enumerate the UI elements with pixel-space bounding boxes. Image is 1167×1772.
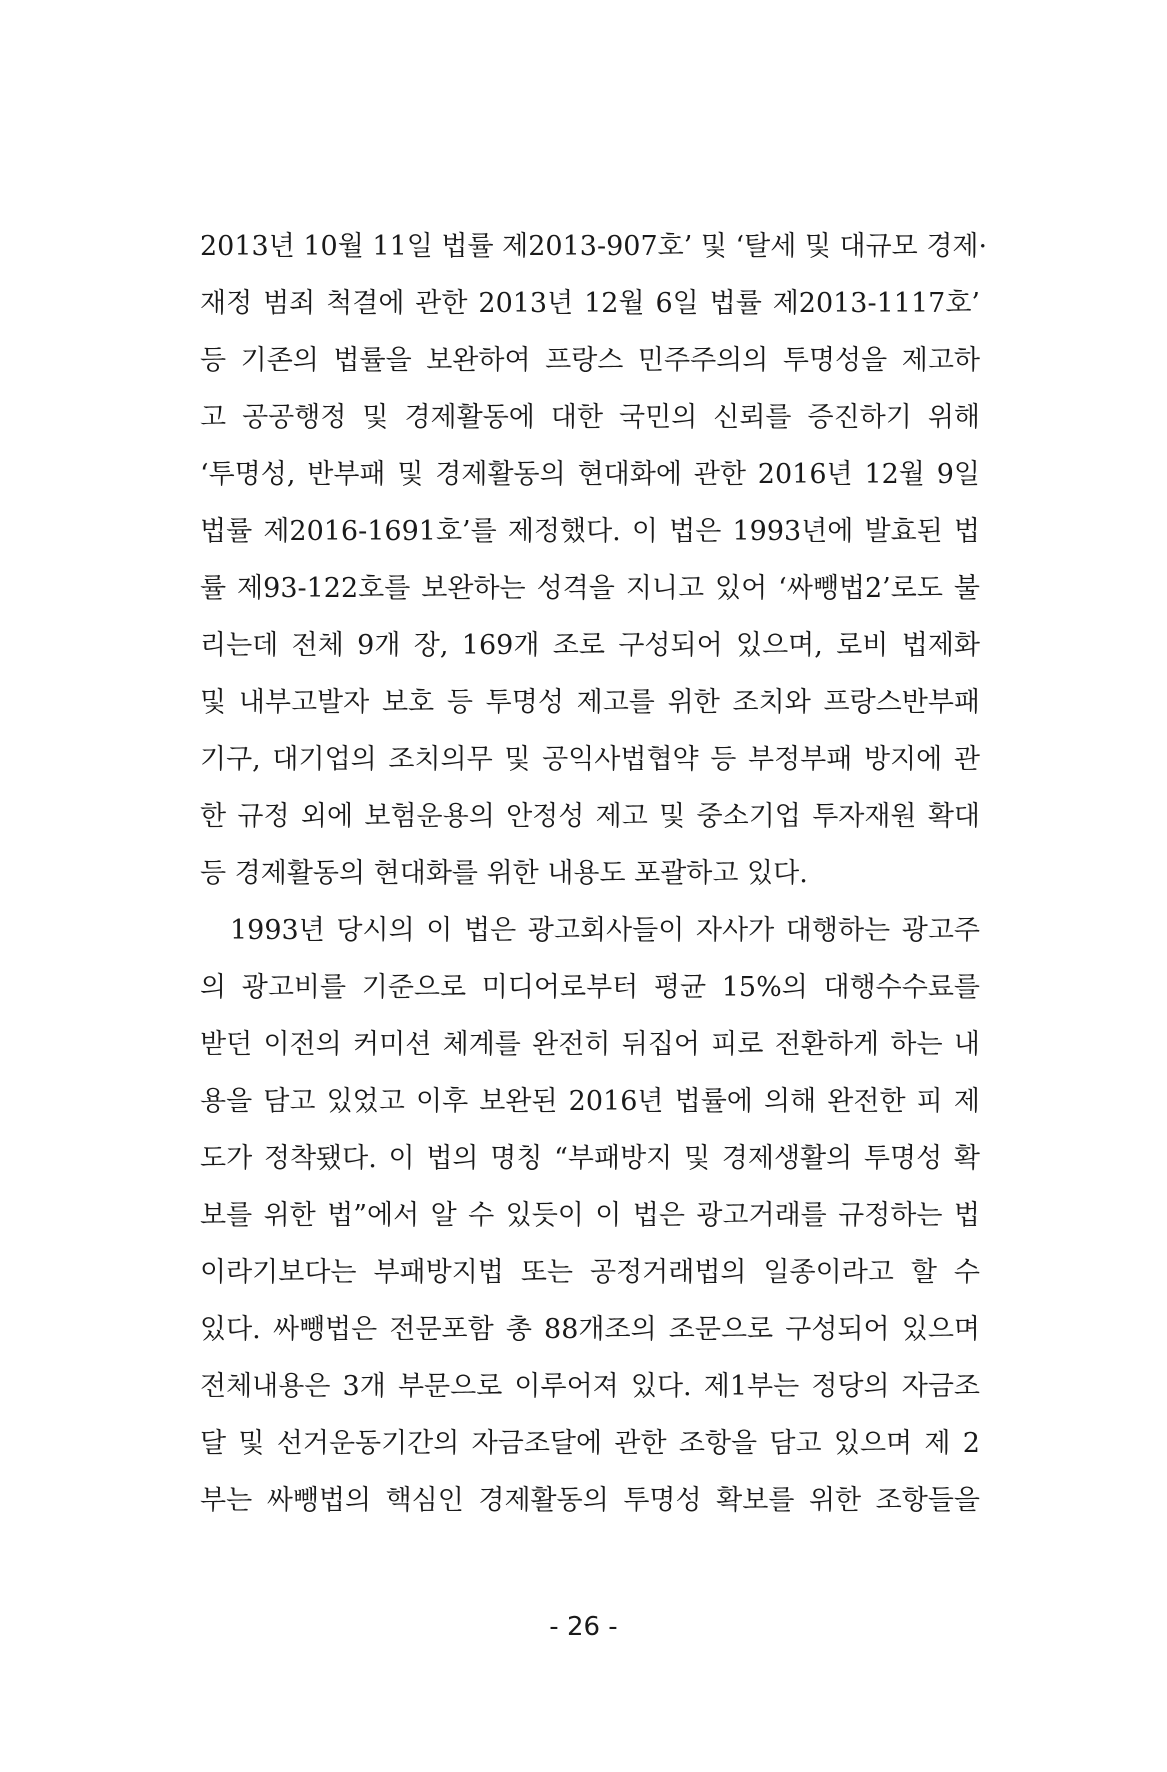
- text-line: 률 제93-122호를 보완하는 성격을 지니고 있어 ‘싸뺑법2’로도 불: [200, 573, 980, 604]
- text-line: 달 및 선거운동기간의 자금조달에 관한 조항을 담고 있으며 제 2: [200, 1428, 980, 1459]
- paragraph: [200, 902, 980, 1529]
- text-line: 전체내용은 3개 부문으로 이루어져 있다. 제1부는 정당의 자금조: [200, 1371, 980, 1402]
- text-line: 받던 이전의 커미션 체계를 완전히 뒤집어 피로 전환하게 하는 내: [200, 1029, 980, 1060]
- text-line: 리는데 전체 9개 장, 169개 조로 구성되어 있으며, 로비 법제화: [200, 630, 980, 661]
- text-line: 있다. 싸뺑법은 전문포함 총 88개조의 조문으로 구성되어 있으며: [200, 1314, 980, 1345]
- text-line: 이라기보다는 부패방지법 또는 공정거래법의 일종이라고 할 수: [200, 1257, 980, 1288]
- text-line: 2013년 10월 11일 법률 제2013-907호’ 및 ‘탈세 및 대규모 경제·: [200, 231, 988, 262]
- text-line: 부는 싸뺑법의 핵심인 경제활동의 투명성 확보를 위한 조항들을: [200, 1485, 980, 1516]
- page-number: - 26 -: [549, 1612, 618, 1642]
- text-line: 기구, 대기업의 조치의무 및 공익사법협약 등 부정부패 방지에 관: [200, 744, 980, 775]
- body-text: [200, 218, 988, 1529]
- text-line: 한 규정 외에 보험운용의 안정성 제고 및 중소기업 투자재원 확대: [200, 801, 980, 832]
- text-line: 의 광고비를 기준으로 미디어로부터 평균 15%의 대행수수료를: [200, 972, 980, 1003]
- text-line: ‘투명성, 반부패 및 경제활동의 현대화에 관한 2016년 12월 9일: [200, 459, 980, 490]
- text-line: 재정 범죄 척결에 관한 2013년 12월 6일 법률 제2013-1117호’: [200, 288, 980, 319]
- text-line: 보를 위한 법”에서 알 수 있듯이 이 법은 광고거래를 규정하는 법: [200, 1200, 980, 1231]
- text-line: 등 기존의 법률을 보완하여 프랑스 민주주의의 투명성을 제고하: [200, 345, 980, 376]
- paragraph: [200, 218, 988, 902]
- text-line: 용을 담고 있었고 이후 보완된 2016년 법률에 의해 완전한 피 제: [200, 1086, 980, 1117]
- text-line: 도가 정착됐다. 이 법의 명칭 “부패방지 및 경제생활의 투명성 확: [200, 1143, 980, 1174]
- text-line: 법률 제2016-1691호’를 제정했다. 이 법은 1993년에 발효된 법: [200, 516, 980, 547]
- text-line: 및 내부고발자 보호 등 투명성 제고를 위한 조치와 프랑스반부패: [200, 687, 980, 718]
- text-line: 1993년 당시의 이 법은 광고회사들이 자사가 대행하는 광고주: [230, 915, 980, 946]
- text-line: 등 경제활동의 현대화를 위한 내용도 포괄하고 있다.: [200, 858, 808, 889]
- text-line: 고 공공행정 및 경제활동에 대한 국민의 신뢰를 증진하기 위해: [200, 402, 980, 433]
